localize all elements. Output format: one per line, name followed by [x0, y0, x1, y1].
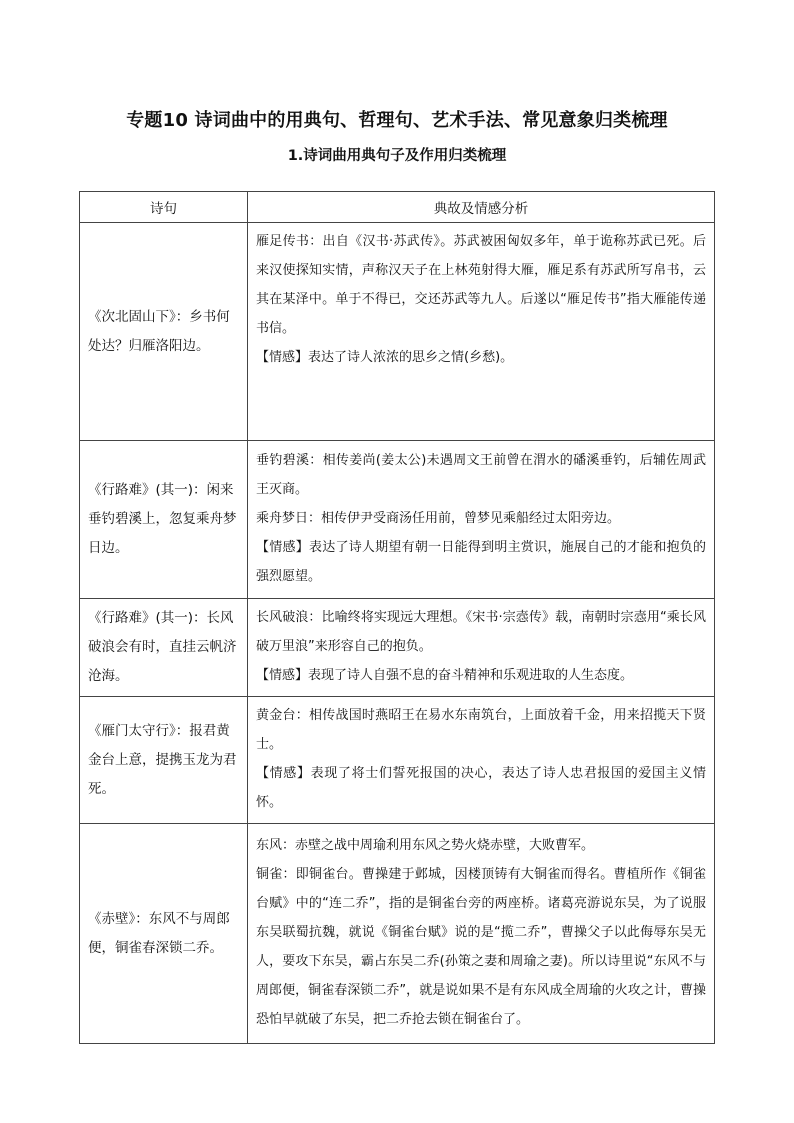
allusion-text: 东风：赤壁之战中周瑜利用东风之势火烧赤壁，大败曹军。: [256, 838, 595, 853]
poem-cell: 《赤壁》：东风不与周郎便，铜雀春深锁二乔。: [80, 824, 248, 1044]
allusion-text: 黄金台：相传战国时燕昭王在易水东南筑台，上面放着千金，用来招揽天下贤士。: [256, 708, 706, 752]
poem-cell: 《行路难》(其一)：闲来垂钓碧溪上，忽复乘舟梦日边。: [80, 441, 248, 599]
emotion-text: 【情感】表达了诗人期望有朝一日能得到明主赏识，施展自己的才能和抱负的强烈愿望。: [256, 540, 706, 584]
emotion-text: 【情感】表达了诗人浓浓的思乡之情(乡愁)。: [256, 350, 514, 365]
allusion-text: 铜雀：即铜雀台。曹操建于邺城，因楼顶铸有大铜雀而得名。曹植所作《铜雀台赋》中的“连二乔”，指的是铜雀台旁的两座桥。诸葛亮游说东吴，为了说服东吴联蜀抗魏，就说《铜雀台赋》说的是“揽二乔”，曹操父子以此侮辱东吴无人，要攻下东吴，霸占东吴二乔(孙策之妻和周瑜之妻)。所以诗里说“东风不与周郎便，铜雀春深锁二乔”，就是说如果不是有东风成全周瑜的火攻之计，曹操恐怕早就破了东吴，把二乔抢去锁在铜雀台了。: [256, 867, 706, 1027]
table-header-row: [80, 192, 715, 223]
header-poem: 诗句: [80, 192, 248, 223]
allusion-table: [79, 191, 715, 1044]
section-subtitle: 1.诗词曲用典句子及作用归类梳理: [287, 148, 507, 164]
poem-cell: 《雁门太守行》：报君黄金台上意，提携玉龙为君死。: [80, 697, 248, 824]
analysis-cell: [248, 599, 715, 697]
analysis-cell: [248, 223, 715, 441]
allusion-text: 雁足传书：出自《汉书·苏武传》。苏武被困匈奴多年，单于诡称苏武已死。后来汉使探知实情，声称汉天子在上林苑射得大雁，雁足系有苏武所写帛书，云其在某泽中。单于不得已，交还苏武等九人。后遂以“雁足传书”指大雁能传递书信。: [256, 234, 706, 336]
poem-cell: 《次北固山下》：乡书何处达？归雁洛阳边。: [80, 223, 248, 441]
table-row: [80, 441, 715, 599]
emotion-text: 【情感】表现了将士们誓死报国的决心，表达了诗人忠君报国的爱国主义情怀。: [256, 766, 706, 810]
poem-cell: 《行路难》(其一)：长风破浪会有时，直挂云帆济沧海。: [80, 599, 248, 697]
analysis-cell: [248, 824, 715, 1044]
allusion-text: 长风破浪：比喻终将实现远大理想。《宋书·宗悫传》载，南朝时宗悫用“乘长风破万里浪”来形容自己的抱负。: [256, 610, 706, 654]
table-row: [80, 697, 715, 824]
analysis-cell: [248, 697, 715, 824]
allusion-text: 乘舟梦日：相传伊尹受商汤任用前，曾梦见乘船经过太阳旁边。: [256, 511, 621, 526]
page-title: 专题10 诗词曲中的用典句、哲理句、艺术手法、常见意象归类梳理: [126, 110, 668, 131]
table-row: [80, 223, 715, 441]
table-row: [80, 824, 715, 1044]
analysis-cell: [248, 441, 715, 599]
header-analysis: 典故及情感分析: [248, 192, 715, 223]
emotion-text: 【情感】表现了诗人自强不息的奋斗精神和乐观进取的人生态度。: [256, 668, 634, 683]
allusion-text: 垂钓碧溪：相传姜尚(姜太公)未遇周文王前曾在渭水的磻溪垂钓，后辅佐周武王灭商。: [256, 453, 706, 497]
table-row: [80, 599, 715, 697]
